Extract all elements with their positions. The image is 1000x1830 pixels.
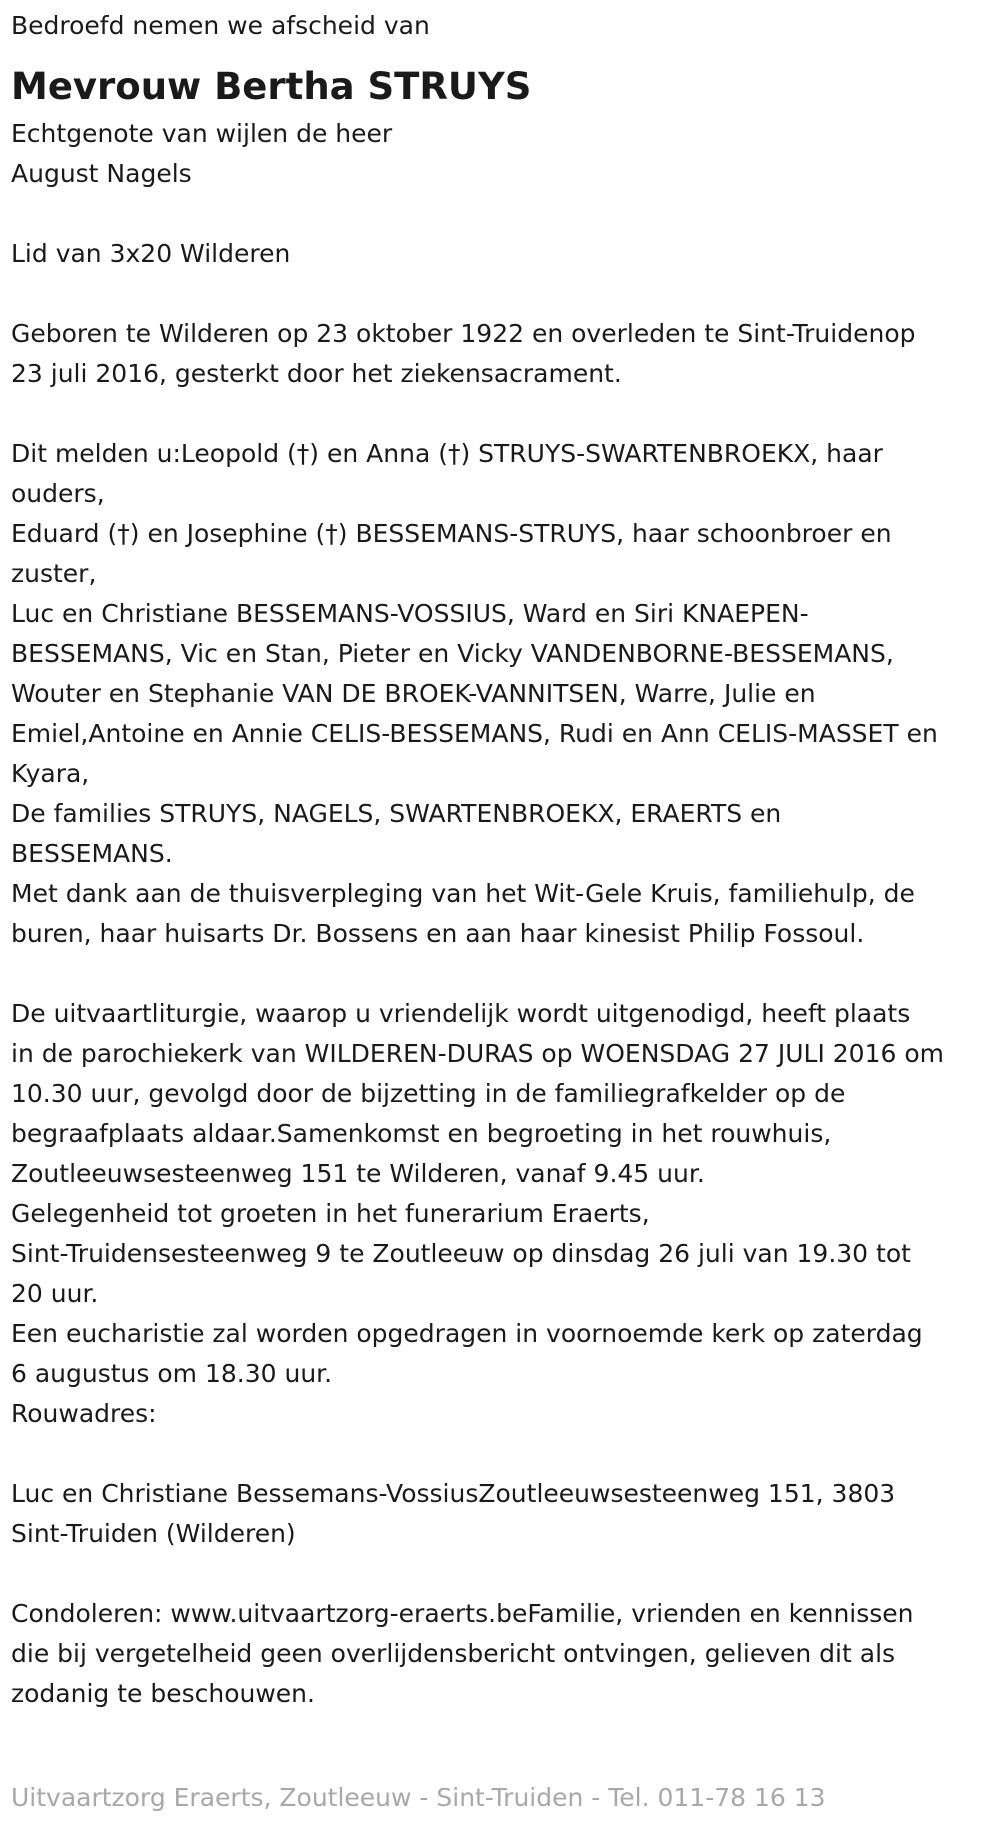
funeral-line: Zoutleeuwsesteenweg 151 te Wilderen, vanaf 9.45 uur. — [11, 1159, 705, 1188]
funeral-line: Gelegenheid tot groeten in het funerarium Eraerts, — [11, 1199, 650, 1228]
family-line: BESSEMANS. — [11, 839, 173, 868]
spouse-section — [11, 114, 996, 194]
family-line: BESSEMANS, Vic en Stan, Pieter en Vicky VANDENBORNE-BESSEMANS, — [11, 639, 894, 668]
membership-text: Lid van 3x20 Wilderen — [11, 239, 291, 268]
spouse-line: Echtgenote van wijlen de heer — [11, 119, 393, 148]
family-line: Luc en Christiane BESSEMANS-VOSSIUS, Ward en Siri KNAEPEN- — [11, 599, 809, 628]
funeral-line: Een eucharistie zal worden opgedragen in voornoemde kerk op zaterdag — [11, 1319, 923, 1348]
funeral-section — [11, 994, 996, 1434]
deceased-name: Mevrouw Bertha STRUYS — [11, 65, 532, 108]
spacer — [11, 394, 996, 434]
funeral-line: in de parochiekerk van WILDEREN-DURAS op WOENSDAG 27 JULI 2016 om — [11, 1039, 944, 1068]
family-line: Eduard (†) en Josephine (†) BESSEMANS-STRUYS, haar schoonbroer en — [11, 519, 892, 548]
funeral-line: begraafplaats aldaar.Samenkomst en begroeting in het rouwhuis, — [11, 1119, 832, 1148]
family-line: zuster, — [11, 559, 97, 588]
mourning-address-section — [11, 1474, 996, 1554]
address-line: Luc en Christiane Bessemans-VossiusZoutleeuwsesteenweg 151, 3803 — [11, 1479, 896, 1508]
family-section — [11, 434, 996, 954]
birth-death-line: Geboren te Wilderen op 23 oktober 1922 en overleden te Sint-Truidenop — [11, 319, 916, 348]
spacer — [11, 1554, 996, 1594]
spouse-line: August Nagels — [11, 159, 192, 188]
family-line: De families STRUYS, NAGELS, SWARTENBROEKX, ERAERTS en — [11, 799, 782, 828]
spacer — [11, 274, 996, 314]
spacer — [11, 1434, 996, 1474]
funeral-line: De uitvaartliturgie, waarop u vriendelijk wordt uitgenodigd, heeft plaats — [11, 999, 911, 1028]
funeral-home-footer: Uitvaartzorg Eraerts, Zoutleeuw - Sint-Truiden - Tel. 011-78 16 13 — [11, 1783, 826, 1812]
condolence-line: die bij vergetelheid geen overlijdensbericht ontvingen, gelieven dit als — [11, 1639, 896, 1668]
funeral-line: 20 uur. — [11, 1279, 99, 1308]
address-line: Sint-Truiden (Wilderen) — [11, 1519, 296, 1548]
family-line: Kyara, — [11, 759, 90, 788]
obituary-notice — [11, 6, 996, 1714]
funeral-line: Rouwadres: — [11, 1399, 157, 1428]
condolence-line: Condoleren: www.uitvaartzorg-eraerts.beFamilie, vrienden en kennissen — [11, 1599, 914, 1628]
funeral-line: Sint-Truidensesteenweg 9 te Zoutleeuw op dinsdag 26 juli van 19.30 tot — [11, 1239, 911, 1268]
birth-death-line: 23 juli 2016, gesterkt door het ziekensacrament. — [11, 359, 622, 388]
spacer — [11, 954, 996, 994]
condolence-section — [11, 1594, 996, 1714]
funeral-line: 6 augustus om 18.30 uur. — [11, 1359, 333, 1388]
family-line: Met dank aan de thuisverpleging van het Wit-Gele Kruis, familiehulp, de — [11, 879, 915, 908]
family-line: Wouter en Stephanie VAN DE BROEK-VANNITSEN, Warre, Julie en — [11, 679, 816, 708]
birth-death-section — [11, 314, 996, 394]
family-line: buren, haar huisarts Dr. Bossens en aan haar kinesist Philip Fossoul. — [11, 919, 865, 948]
condolence-line: zodanig te beschouwen. — [11, 1679, 315, 1708]
family-line: Emiel,Antoine en Annie CELIS-BESSEMANS, Rudi en Ann CELIS-MASSET en — [11, 719, 938, 748]
family-line: ouders, — [11, 479, 105, 508]
funeral-line: 10.30 uur, gevolgd door de bijzetting in de familiegrafkelder op de — [11, 1079, 846, 1108]
intro-text: Bedroefd nemen we afscheid van — [11, 11, 430, 40]
family-line: Dit melden u:Leopold (†) en Anna (†) STRUYS-SWARTENBROEKX, haar — [11, 439, 883, 468]
spacer — [11, 194, 996, 234]
